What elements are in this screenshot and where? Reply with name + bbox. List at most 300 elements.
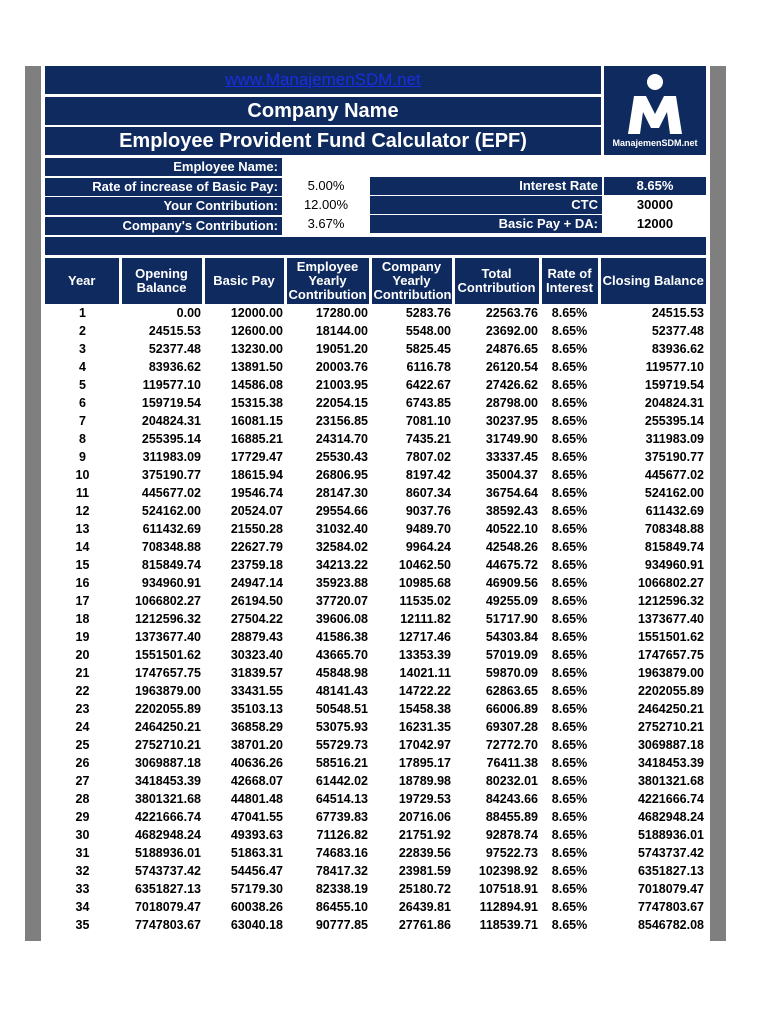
table-cell: 19546.74	[230, 486, 283, 500]
table-cell: 46909.56	[485, 576, 538, 590]
table-cell: 20524.07	[230, 504, 283, 518]
table-cell: 17	[75, 594, 90, 608]
table-cell: 84243.66	[485, 792, 538, 806]
table-cell: 30	[75, 828, 90, 842]
table-cell: 97522.73	[485, 846, 538, 860]
table-cell: 8.65%	[551, 396, 588, 410]
col-header-company-contribution: Company Yearly Contribution	[370, 258, 453, 304]
table-cell: 31032.40	[315, 522, 368, 536]
table-cell: 1551501.62	[134, 648, 201, 662]
table-cell: 4	[79, 360, 86, 374]
table-cell: 3	[79, 342, 86, 356]
table-cell: 16231.35	[398, 720, 451, 734]
table-cell: 8.65%	[551, 540, 588, 554]
table-cell: 24876.65	[485, 342, 538, 356]
table-cell: 311983.09	[142, 450, 201, 464]
table-cell: 8.65%	[551, 846, 588, 860]
table-cell: 18789.98	[398, 774, 451, 788]
table-cell: 815849.74	[644, 540, 704, 554]
col-header-total-contribution: Total Contribution	[453, 258, 540, 304]
ctc-input[interactable]: 30000	[636, 197, 674, 212]
table-cell: 61442.02	[315, 774, 368, 788]
table-cell: 5743737.42	[637, 846, 704, 860]
table-cell: 4682948.24	[637, 810, 704, 824]
website-link[interactable]: www.ManajemenSDM.net	[45, 66, 601, 94]
your-contribution-input[interactable]: 12.00%	[303, 197, 349, 212]
table-cell: 5188936.01	[134, 846, 201, 860]
table-cell: 14722.22	[398, 684, 451, 698]
col-header-opening-balance: Opening Balance	[120, 258, 203, 304]
table-cell: 6351827.13	[637, 864, 704, 878]
table-cell: 1963879.00	[637, 666, 704, 680]
table-cell: 35	[75, 918, 90, 932]
table-cell: 611432.69	[645, 504, 704, 518]
table-cell: 74683.16	[315, 846, 368, 860]
table-cell: 12111.82	[400, 612, 451, 626]
company-contribution-input[interactable]: 3.67%	[307, 216, 345, 231]
table-cell: 66006.89	[485, 702, 538, 716]
table-cell: 8.65%	[551, 612, 588, 626]
table-cell: 29	[75, 810, 90, 824]
table-cell: 8.65%	[551, 774, 588, 788]
table-cell: 27	[75, 774, 90, 788]
table-cell: 15	[75, 558, 90, 572]
table-cell: 8.65%	[551, 666, 588, 680]
basic-da-input[interactable]: 12000	[636, 216, 674, 231]
table-row	[45, 430, 706, 448]
table-cell: 7081.10	[405, 414, 451, 428]
table-cell: 8.65%	[551, 594, 588, 608]
table-cell: 38592.43	[485, 504, 538, 518]
table-row	[45, 556, 706, 574]
table-cell: 57019.09	[485, 648, 538, 662]
table-cell: 15315.38	[230, 396, 283, 410]
table-cell: 17895.17	[398, 756, 451, 770]
table-cell: 2202055.89	[637, 684, 704, 698]
table-cell: 8.65%	[551, 342, 588, 356]
table-cell: 24515.53	[651, 306, 704, 320]
table-cell: 40636.26	[230, 756, 283, 770]
table-cell: 445677.02	[644, 468, 704, 482]
table-cell: 88455.89	[485, 810, 538, 824]
table-row	[45, 448, 706, 466]
table-cell: 22	[75, 684, 90, 698]
col-header-basic-pay: Basic Pay	[203, 258, 285, 304]
table-cell: 57179.30	[230, 882, 283, 896]
table-cell: 18615.94	[230, 468, 283, 482]
table-row	[45, 736, 706, 754]
table-cell: 35923.88	[315, 576, 368, 590]
table-cell: 12000.00	[230, 306, 283, 320]
table-cell: 934960.91	[141, 576, 201, 590]
table-header-row	[45, 258, 706, 304]
table-cell: 8.65%	[551, 702, 588, 716]
rate-increase-label: Rate of increase of Basic Pay:	[45, 178, 282, 196]
table-cell: 708348.88	[644, 522, 704, 536]
table-cell: 30323.40	[230, 648, 283, 662]
table-cell: 34213.22	[315, 558, 368, 572]
table-cell: 204824.31	[644, 396, 704, 410]
table-cell: 4221666.74	[637, 792, 704, 806]
table-cell: 47041.55	[230, 810, 283, 824]
table-cell: 33	[75, 882, 90, 896]
table-row	[45, 520, 706, 538]
basic-da-label: Basic Pay + DA:	[370, 215, 602, 233]
table-row	[45, 592, 706, 610]
table-cell: 7018079.47	[637, 882, 704, 896]
table-cell: 29554.66	[315, 504, 368, 518]
table-cell: 16	[75, 576, 90, 590]
table-cell: 3069887.18	[637, 738, 704, 752]
table-cell: 54456.47	[230, 864, 283, 878]
table-cell: 6743.85	[405, 396, 451, 410]
table-cell: 1551501.62	[637, 630, 704, 644]
left-sidebar-bar	[25, 66, 41, 941]
table-cell: 9964.24	[405, 540, 451, 554]
table-cell: 14021.11	[399, 666, 451, 680]
table-cell: 42668.07	[230, 774, 283, 788]
table-cell: 26439.81	[398, 900, 451, 914]
table-cell: 6116.78	[406, 360, 451, 374]
table-cell: 3418453.39	[637, 756, 704, 770]
table-cell: 13230.00	[230, 342, 283, 356]
col-header-employee-contribution: Employee Yearly Contribution	[285, 258, 370, 304]
table-cell: 78417.32	[315, 864, 368, 878]
table-cell: 4221666.74	[134, 810, 201, 824]
table-row	[45, 610, 706, 628]
table-row	[45, 340, 706, 358]
table-cell: 22627.79	[230, 540, 283, 554]
table-cell: 10	[75, 468, 90, 482]
table-cell: 5188936.01	[637, 828, 704, 842]
table-cell: 8607.34	[405, 486, 451, 500]
table-row	[45, 844, 706, 862]
table-cell: 15458.38	[398, 702, 451, 716]
table-cell: 27426.62	[485, 378, 538, 392]
table-cell: 119577.10	[645, 360, 704, 374]
employee-name-label: Employee Name:	[45, 158, 282, 176]
table-cell: 55729.73	[315, 738, 368, 752]
table-cell: 2464250.21	[134, 720, 201, 734]
table-cell: 26	[75, 756, 90, 770]
table-cell: 8.65%	[551, 414, 588, 428]
company-contribution-label: Company's Contribution:	[45, 217, 282, 235]
table-row	[45, 646, 706, 664]
logo	[604, 66, 706, 155]
table-row	[45, 772, 706, 790]
table-cell: 8.65%	[551, 522, 588, 536]
table-cell: 14	[75, 540, 90, 554]
table-cell: 12600.00	[230, 324, 283, 338]
separator-band	[45, 237, 706, 255]
table-cell: 8.65%	[551, 378, 588, 392]
col-header-rate-of-interest: Rate of Interest	[540, 258, 599, 304]
table-cell: 22839.56	[398, 846, 451, 860]
table-cell: 12717.46	[398, 630, 451, 644]
table-cell: 7807.02	[405, 450, 451, 464]
table-cell: 6422.67	[405, 378, 451, 392]
table-cell: 159719.54	[644, 378, 704, 392]
table-cell: 35004.37	[485, 468, 538, 482]
table-cell: 44801.48	[230, 792, 283, 806]
table-cell: 67739.83	[315, 810, 368, 824]
table-cell: 4682948.24	[134, 828, 201, 842]
table-cell: 25180.72	[398, 882, 451, 896]
table-cell: 5548.00	[405, 324, 451, 338]
table-cell: 33337.45	[485, 450, 538, 464]
table-cell: 1373677.40	[134, 630, 201, 644]
table-cell: 17280.00	[315, 306, 368, 320]
table-cell: 2752710.21	[637, 720, 704, 734]
table-cell: 59870.09	[485, 666, 538, 680]
table-cell: 23759.18	[230, 558, 283, 572]
table-cell: 69307.28	[485, 720, 538, 734]
table-cell: 2	[79, 324, 86, 338]
table-cell: 92878.74	[485, 828, 538, 842]
table-cell: 48141.43	[315, 684, 368, 698]
table-cell: 8.65%	[551, 576, 588, 590]
table-cell: 119577.10	[142, 378, 201, 392]
table-row	[45, 304, 706, 322]
table-cell: 8.65%	[551, 468, 588, 482]
table-cell: 24515.53	[148, 324, 201, 338]
table-row	[45, 898, 706, 916]
table-cell: 1212596.32	[637, 594, 704, 608]
table-cell: 80232.01	[485, 774, 538, 788]
table-cell: 23156.85	[315, 414, 368, 428]
table-cell: 32	[75, 864, 90, 878]
table-cell: 27504.22	[230, 612, 283, 626]
table-cell: 3801321.68	[134, 792, 201, 806]
table-cell: 1	[79, 306, 86, 320]
table-cell: 12	[75, 504, 90, 518]
table-cell: 51717.90	[485, 612, 538, 626]
table-cell: 8.65%	[551, 630, 588, 644]
table-cell: 53075.93	[315, 720, 368, 734]
table-cell: 27761.86	[398, 918, 451, 932]
table-cell: 5743737.42	[134, 864, 201, 878]
table-cell: 21550.28	[230, 522, 283, 536]
table-cell: 8546782.08	[637, 918, 704, 932]
table-cell: 32584.02	[315, 540, 368, 554]
table-cell: 23981.59	[398, 864, 451, 878]
table-row	[45, 466, 706, 484]
table-row	[45, 880, 706, 898]
table-cell: 8.65%	[551, 756, 588, 770]
table-cell: 22563.76	[485, 306, 538, 320]
table-cell: 107518.91	[478, 882, 538, 896]
table-cell: 24947.14	[230, 576, 283, 590]
table-cell: 76411.38	[486, 756, 538, 770]
table-cell: 0.00	[176, 306, 201, 320]
table-row	[45, 718, 706, 736]
table-row	[45, 502, 706, 520]
table-cell: 86455.10	[315, 900, 368, 914]
your-contribution-label: Your Contribution:	[45, 197, 282, 215]
table-row	[45, 664, 706, 682]
table-cell: 8.65%	[551, 648, 588, 662]
table-cell: 28147.30	[315, 486, 368, 500]
table-cell: 64514.13	[315, 792, 368, 806]
table-cell: 7018079.47	[134, 900, 201, 914]
table-row	[45, 916, 706, 934]
table-cell: 23	[75, 702, 90, 716]
table-cell: 8	[79, 432, 86, 446]
table-cell: 36754.64	[485, 486, 538, 500]
table-cell: 11535.02	[399, 594, 451, 608]
table-row	[45, 538, 706, 556]
table-row	[45, 628, 706, 646]
table-cell: 54303.84	[485, 630, 538, 644]
table-cell: 2202055.89	[134, 702, 201, 716]
table-row	[45, 790, 706, 808]
table-cell: 8.65%	[551, 882, 588, 896]
rate-increase-input[interactable]: 5.00%	[307, 178, 345, 193]
table-row	[45, 322, 706, 340]
table-cell: 39606.08	[315, 612, 368, 626]
table-cell: 8.65%	[551, 900, 588, 914]
table-cell: 21751.92	[398, 828, 451, 842]
table-cell: 311983.09	[645, 432, 704, 446]
epf-table	[45, 258, 706, 934]
table-cell: 62863.65	[485, 684, 538, 698]
table-cell: 8.65%	[551, 504, 588, 518]
table-cell: 934960.91	[644, 558, 704, 572]
table-cell: 31	[75, 846, 90, 860]
table-cell: 31839.57	[230, 666, 283, 680]
table-cell: 6351827.13	[134, 882, 201, 896]
table-cell: 52377.48	[148, 342, 201, 356]
table-cell: 1066802.27	[134, 594, 201, 608]
table-cell: 33431.55	[230, 684, 283, 698]
table-cell: 8.65%	[551, 684, 588, 698]
table-cell: 41586.38	[315, 630, 368, 644]
table-cell: 5825.45	[405, 342, 451, 356]
table-cell: 24314.70	[315, 432, 368, 446]
table-cell: 8.65%	[551, 432, 588, 446]
table-cell: 524162.00	[141, 504, 201, 518]
table-row	[45, 376, 706, 394]
table-cell: 8.65%	[551, 450, 588, 464]
table-cell: 34	[75, 900, 90, 914]
table-cell: 8.65%	[551, 360, 588, 374]
table-row	[45, 574, 706, 592]
col-header-year: Year	[45, 258, 120, 304]
table-cell: 71126.82	[316, 828, 368, 842]
table-cell: 112894.91	[479, 900, 538, 914]
table-cell: 20716.06	[398, 810, 451, 824]
table-cell: 20003.76	[315, 360, 368, 374]
table-cell: 42548.26	[485, 540, 538, 554]
table-cell: 36858.29	[230, 720, 283, 734]
table-cell: 45848.98	[315, 666, 368, 680]
table-cell: 1747657.75	[134, 666, 201, 680]
table-row	[45, 358, 706, 376]
table-cell: 26120.54	[485, 360, 538, 374]
table-cell: 8.65%	[551, 828, 588, 842]
table-cell: 9	[79, 450, 86, 464]
table-cell: 17729.47	[230, 450, 283, 464]
table-row	[45, 754, 706, 772]
table-cell: 31749.90	[485, 432, 538, 446]
table-cell: 23692.00	[485, 324, 538, 338]
table-cell: 7	[79, 414, 86, 428]
col-header-closing-balance: Closing Balance	[599, 258, 706, 304]
table-cell: 8.65%	[551, 792, 588, 806]
table-cell: 1212596.32	[134, 612, 201, 626]
ctc-label: CTC	[370, 196, 602, 214]
table-row	[45, 484, 706, 502]
interest-rate-input[interactable]: 8.65%	[604, 177, 706, 195]
table-cell: 72772.70	[485, 738, 538, 752]
table-cell: 8.65%	[551, 864, 588, 878]
table-cell: 37720.07	[315, 594, 368, 608]
table-cell: 21003.95	[315, 378, 368, 392]
table-cell: 40522.10	[485, 522, 538, 536]
table-cell: 8.65%	[551, 738, 588, 752]
table-cell: 2752710.21	[134, 738, 201, 752]
table-cell: 10985.68	[398, 576, 451, 590]
table-cell: 28	[75, 792, 90, 806]
table-cell: 611432.69	[142, 522, 201, 536]
table-cell: 255395.14	[141, 432, 201, 446]
table-cell: 49255.09	[485, 594, 538, 608]
table-cell: 35103.13	[230, 702, 283, 716]
employee-name-input[interactable]	[284, 158, 368, 176]
table-cell: 19051.20	[315, 342, 368, 356]
table-cell: 19	[75, 630, 90, 644]
table-cell: 25530.43	[315, 450, 368, 464]
table-cell: 19729.53	[398, 792, 451, 806]
table-cell: 1373677.40	[637, 612, 704, 626]
page-title: Employee Provident Fund Calculator (EPF)	[45, 127, 601, 155]
table-cell: 17042.97	[398, 738, 451, 752]
table-cell: 8.65%	[551, 558, 588, 572]
table-cell: 5283.76	[405, 306, 451, 320]
table-cell: 38701.20	[230, 738, 283, 752]
table-cell: 1963879.00	[134, 684, 201, 698]
table-cell: 255395.14	[644, 414, 704, 428]
table-cell: 8.65%	[551, 324, 588, 338]
table-cell: 375190.77	[141, 468, 201, 482]
company-name: Company Name	[45, 97, 601, 125]
table-cell: 83936.62	[148, 360, 201, 374]
table-cell: 2464250.21	[637, 702, 704, 716]
table-cell: 8.65%	[551, 306, 588, 320]
table-cell: 43665.70	[315, 648, 368, 662]
table-row	[45, 826, 706, 844]
table-cell: 9037.76	[405, 504, 451, 518]
table-cell: 204824.31	[141, 414, 201, 428]
table-cell: 28798.00	[485, 396, 538, 410]
interest-rate-label: Interest Rate	[370, 177, 602, 195]
table-cell: 20	[75, 648, 90, 662]
table-cell: 90777.85	[315, 918, 368, 932]
table-cell: 3418453.39	[134, 774, 201, 788]
table-cell: 24	[75, 720, 90, 734]
table-cell: 16885.21	[230, 432, 283, 446]
table-cell: 13353.39	[398, 648, 451, 662]
table-cell: 13	[75, 522, 90, 536]
table-cell: 8.65%	[551, 918, 588, 932]
table-cell: 7747803.67	[134, 918, 201, 932]
table-cell: 708348.88	[141, 540, 201, 554]
table-cell: 49393.63	[230, 828, 283, 842]
table-cell: 8.65%	[551, 720, 588, 734]
table-cell: 82338.19	[315, 882, 368, 896]
table-cell: 1066802.27	[637, 576, 704, 590]
table-cell: 8.65%	[551, 810, 588, 824]
